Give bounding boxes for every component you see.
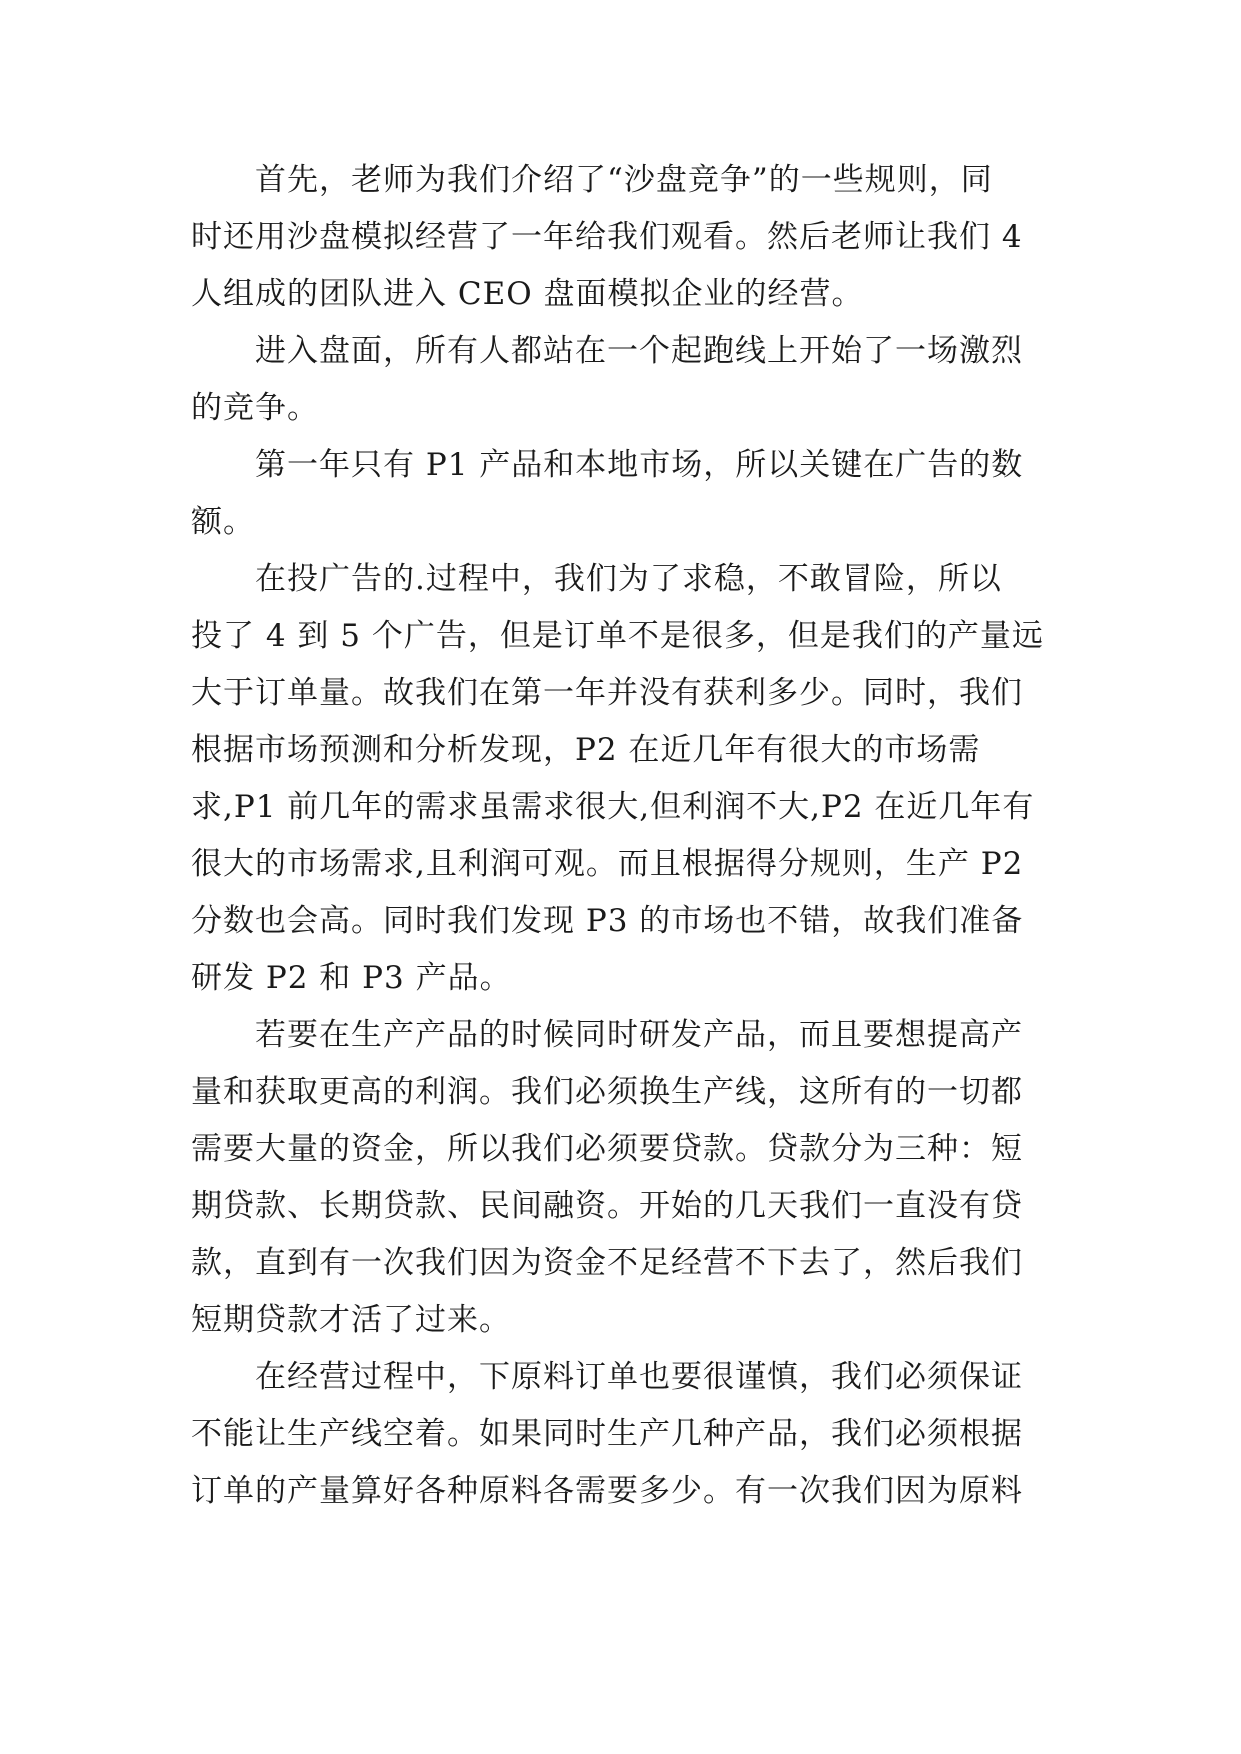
text-line: 根据市场预测和分析发现，P2 在近几年有很大的市场需 [191, 732, 981, 768]
text-line: 款，直到有一次我们因为资金不足经营不下去了，然后我们 [191, 1245, 1023, 1281]
text-line: 期贷款、长期贷款、民间融资。开始的几天我们一直没有贷 [191, 1188, 1023, 1224]
paragraph-2 [191, 323, 1051, 437]
text-line: 不能让生产线空着。如果同时生产几种产品，我们必须根据 [191, 1416, 1023, 1452]
text-line: 若要在生产产品的时候同时研发产品，而且要想提高产 [191, 1017, 1023, 1053]
text-line: 在经营过程中，下原料订单也要很谨慎，我们必须保证 [191, 1359, 1023, 1395]
text-line: 量和获取更高的利润。我们必须换生产线，这所有的一切都 [191, 1074, 1023, 1110]
text-line: 在投广告的.过程中，我们为了求稳，不敢冒险，所以 [191, 561, 1002, 597]
text-line: 研发 P2 和 P3 产品。 [191, 960, 512, 996]
text-line: 大于订单量。故我们在第一年并没有获利多少。同时，我们 [191, 675, 1023, 711]
text-line: 求,P1 前几年的需求虽需求很大,但利润不大,P2 在近几年有 [191, 789, 1035, 825]
text-line: 的竞争。 [191, 390, 319, 426]
text-line: 分数也会高。同时我们发现 P3 的市场也不错，故我们准备 [191, 903, 1024, 939]
paragraph-3 [191, 437, 1051, 551]
document-body [191, 152, 1051, 1520]
text-line: 额。 [191, 504, 255, 540]
text-line: 很大的市场需求,且利润可观。而且根据得分规则，生产 P2 [191, 846, 1024, 882]
text-line: 订单的产量算好各种原料各需要多少。有一次我们因为原料 [191, 1473, 1023, 1509]
paragraph-4 [191, 551, 1051, 1007]
text-line: 需要大量的资金，所以我们必须要贷款。贷款分为三种：短 [191, 1131, 1023, 1167]
text-line: 进入盘面，所有人都站在一个起跑线上开始了一场激烈 [191, 333, 1023, 369]
text-line: 第一年只有 P1 产品和本地市场，所以关键在广告的数 [191, 447, 1024, 483]
text-line: 时还用沙盘模拟经营了一年给我们观看。然后老师让我们 4 [191, 219, 1023, 255]
text-line: 首先，老师为我们介绍了“沙盘竞争”的一些规则，同 [191, 162, 993, 198]
text-line: 短期贷款才活了过来。 [191, 1302, 511, 1338]
text-line: 人组成的团队进入 CEO 盘面模拟企业的经营。 [191, 276, 864, 312]
text-line: 投了 4 到 5 个广告，但是订单不是很多，但是我们的产量远 [191, 618, 1044, 654]
paragraph-1 [191, 152, 1051, 323]
paragraph-6 [191, 1349, 1051, 1520]
paragraph-5 [191, 1007, 1051, 1349]
